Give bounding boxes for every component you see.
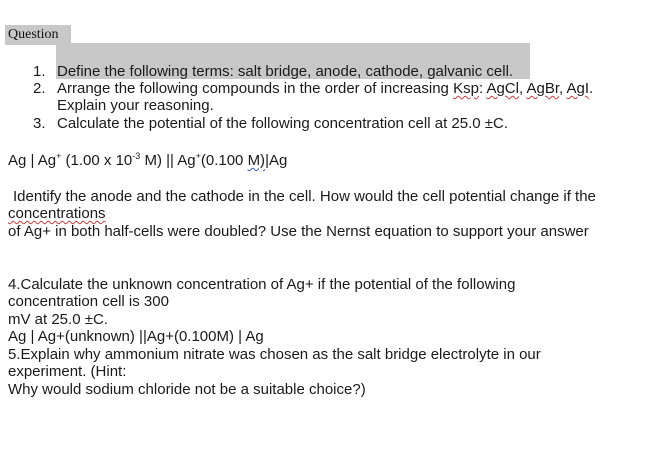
cell-part-5: |Ag	[265, 152, 288, 169]
list-number-3: 3.	[33, 115, 46, 132]
question-4-line-2: concentration cell is 300	[8, 293, 169, 310]
compound-sep-2: ,	[559, 80, 567, 97]
compound-agcl: AgCl	[486, 80, 519, 97]
cell-sup-exponent: -3	[132, 151, 141, 161]
compound-end: .	[589, 80, 594, 97]
ksp-colon: :	[478, 80, 487, 97]
paragraph-1-line-1: Identify the anode and the cathode in the cell. How would the cell potential change if the	[13, 188, 596, 205]
question-label: Question	[5, 25, 71, 45]
list-item-2-text	[57, 80, 593, 97]
paragraph-1-line-3: of Ag+ in both half-cells were doubled? Use the Nernst equation to support your answer	[8, 223, 589, 240]
compound-agi: AgI	[566, 80, 590, 97]
compound-agbr: AgBr	[526, 80, 560, 97]
list-number-1: 1.	[33, 63, 46, 80]
cell-sup-plus-2: +	[195, 151, 201, 161]
cell-notation	[8, 152, 287, 169]
question-5-line-1: 5.Explain why ammonium nitrate was chosen as the salt bridge electrolyte in our	[8, 346, 541, 363]
list-item-2-prefix: Arrange the following compounds in the order of increasing	[57, 80, 454, 97]
cell-molar-unit: M)	[247, 152, 266, 169]
list-item-3-text: Calculate the potential of the following concentration cell at 25.0 ±C.	[57, 115, 509, 132]
cell-part-3: M) || Ag	[140, 152, 196, 169]
question-4-line-1: 4.Calculate the unknown concentration of Ag+ if the potential of the following	[8, 276, 516, 293]
question-4-line-3: mV at 25.0 ±C.	[8, 311, 108, 328]
cell-sup-plus-1: +	[56, 151, 62, 161]
compound-sep-1: ,	[518, 80, 527, 97]
list-item-2-line2: Explain your reasoning.	[57, 97, 214, 114]
list-number-2: 2.	[33, 80, 46, 97]
cell-part-2: (1.00 x 10	[61, 152, 133, 169]
question-4-line-4: Ag | Ag+(unknown) ||Ag+(0.100M) | Ag	[8, 328, 264, 345]
ksp-term: Ksp	[453, 80, 479, 97]
cell-part-1: Ag | Ag	[8, 152, 57, 169]
question-5-line-3: Why would sodium chloride not be a suitable choice?)	[8, 381, 366, 398]
question-5-line-2: experiment. (Hint:	[8, 363, 127, 380]
list-item-1-text: Define the following terms: salt bridge, anode, cathode, galvanic cell.	[57, 63, 514, 80]
paragraph-1-line-2: concentrations	[8, 205, 106, 222]
cell-part-4: (0.100	[200, 152, 248, 169]
